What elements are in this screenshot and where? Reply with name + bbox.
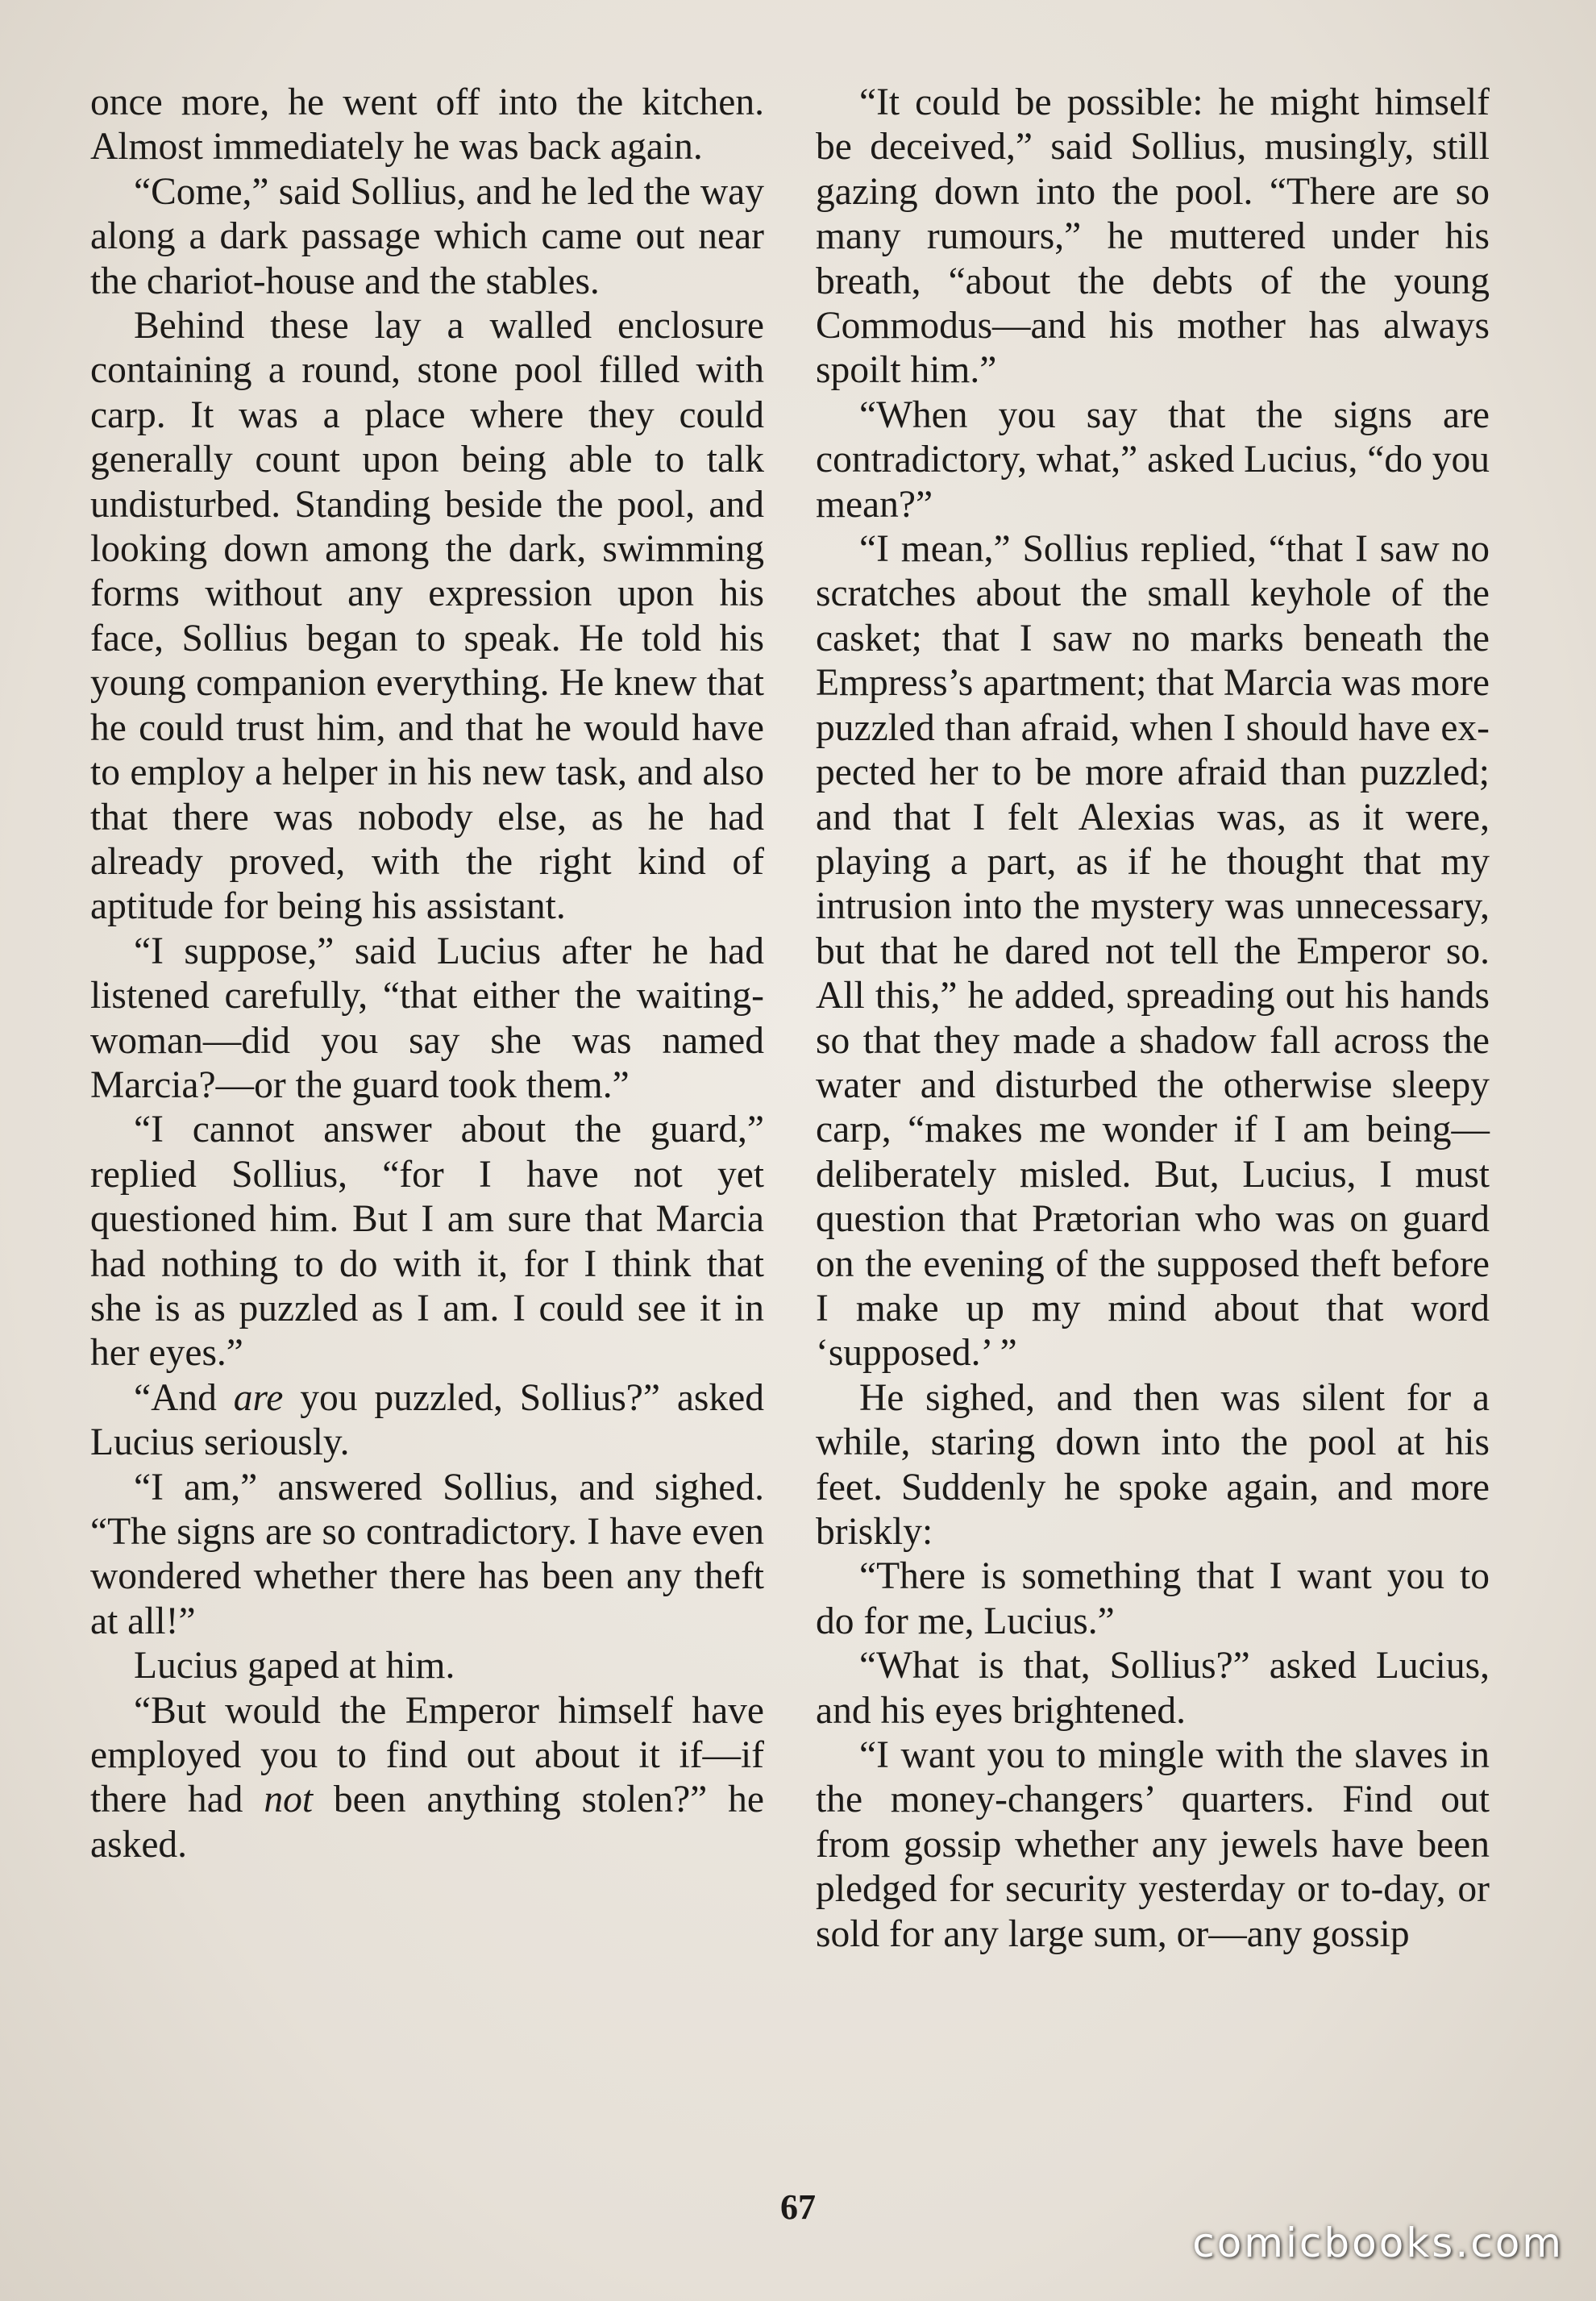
paragraph: Lucius gaped at him. — [134, 1645, 455, 1687]
paragraph: “I mean,” Sollius replied, “that I saw no scratches about the small keyhole of the casket; that I saw no marks beneath the Empress’s apartment; that Marcia was more puzzled than afraid, when I should have expected her to be more afraid than puzzled; and that I felt Alexias was, as it were, playing a part, as if he thought that my intrusion into the mystery was unnecessary, but that he dared not tell the Emperor so. All this,” he added, spreading out his hands so that they made a shadow fall across the water and disturbed the otherwise sleepy carp, “makes me wonder if I am being—deliberately misled. But, Lucius, I must question that Prætorian who was on guard on the evening of the supposed theft before I make up my mind about that word ‘supposed.’ ” — [816, 528, 1490, 1375]
italic-text: are — [233, 1376, 284, 1419]
paragraph: Behind these lay a walled enclosure containing a round, stone pool filled with carp. It was a place where they could generally count upon being able to talk undisturbed. Standing beside the pool, and looking down among the dark, swimming forms without any expression upon his face, Sollius began to speak. He told his young companion everything. He knew that he could trust him, and that he would have to employ a helper in his new task, and also that there was nobody else, as he had already proved, with the right kind of aptitude for being his assistant. — [90, 305, 764, 928]
text-run: you puzzled, Sollius?” asked Lucius seriously. — [90, 1376, 764, 1464]
text-run: “But would the Emperor himself have employed you to find out about it if—if there had — [90, 1689, 764, 1821]
paragraph: “I want you to mingle with the slaves in the money-changers’ quarters. Find out from gossip whether any jewels have been pledged for security yesterday or to-day, or sold for any large sum, or—any gossip — [816, 1734, 1490, 1955]
paragraph — [90, 1689, 764, 1868]
paragraph: “There is something that I want you to do for me, Lucius.” — [816, 1555, 1490, 1642]
italic-text: not — [264, 1779, 314, 1821]
right-text-column — [816, 81, 1490, 1957]
paragraph: “I cannot answer about the guard,” replied Sollius, “for I have not yet questioned him. But I am sure that Marcia had nothing to do with it, for I think that she is as puzzled as I am. I could see it in her eyes.” — [90, 1109, 764, 1375]
paragraph: “I suppose,” said Lucius after he had listened carefully, “that either the waiting-woman—did you say she was named Marcia?—or the guard took them.” — [90, 930, 764, 1106]
paragraph: once more, he went off into the kitchen. Almost immediately he was back again. — [90, 81, 764, 169]
paragraph: He sighed, and then was silent for a while, staring down into the pool at his feet. Suddenly he spoke again, and more briskly: — [816, 1376, 1490, 1553]
paragraph: “When you say that the signs are contradictory, what,” asked Lucius, “do you mean?” — [816, 393, 1490, 526]
paragraph — [90, 1376, 764, 1466]
paragraph: “It could be possible: he might himself be deceived,” said Sollius, musingly, still gazing down into the pool. “There are so many rumours,” he muttered under his breath, “about the debts of the young Commodus—and his mother has always spoilt him.” — [816, 81, 1490, 392]
paragraph: “What is that, Sollius?” asked Lucius, and his eyes brightened. — [816, 1645, 1490, 1732]
text-run: “And — [134, 1376, 234, 1419]
text-run: been anything stolen?” he asked. — [90, 1779, 764, 1866]
paragraph: “I am,” answered Sollius, and sighed. “The signs are so contradictory. I have even wondered whether there has been any theft at all!” — [90, 1466, 764, 1642]
watermark: comicbooks.com — [1192, 2220, 1564, 2266]
page-number: 67 — [780, 2187, 816, 2227]
paragraph: “Come,” said Sollius, and he led the way along a dark passage which came out near the chariot-house and the stables. — [90, 170, 764, 302]
left-text-column — [90, 81, 764, 1867]
